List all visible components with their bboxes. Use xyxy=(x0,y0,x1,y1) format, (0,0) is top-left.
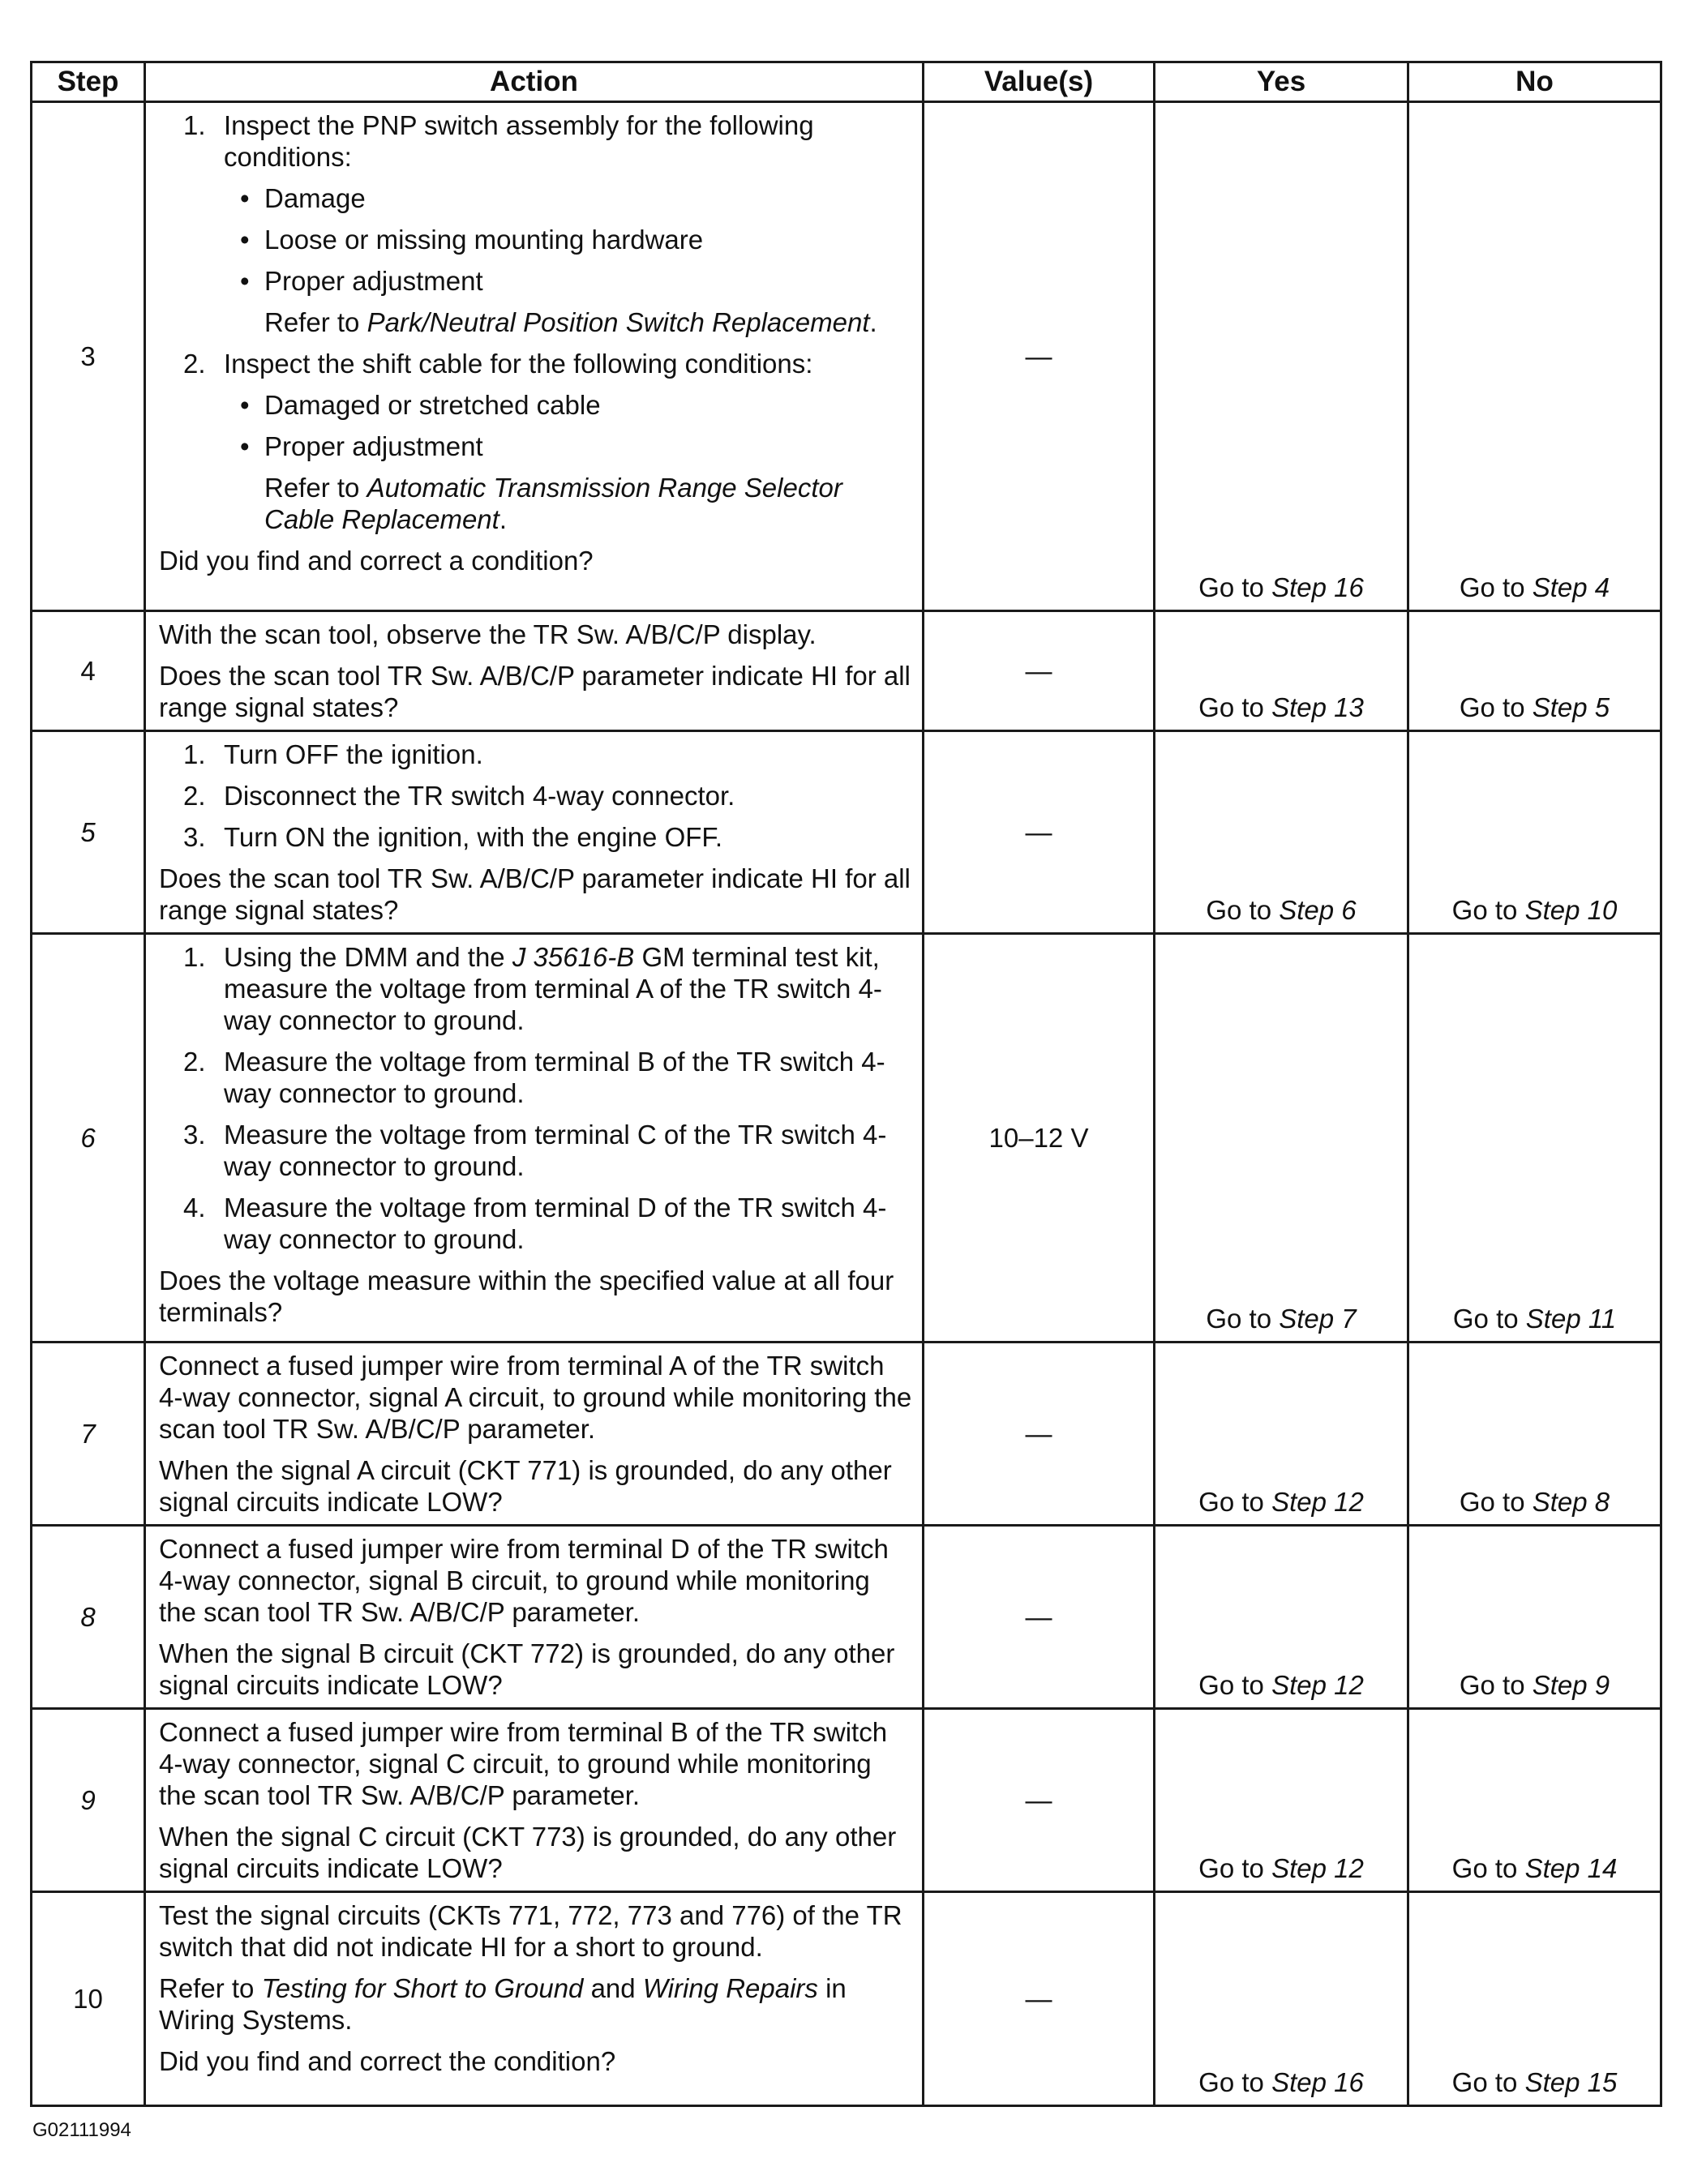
step-number: 10 xyxy=(32,1892,145,2106)
step-number: 3 xyxy=(32,102,145,611)
bullet-item: • Damage xyxy=(159,182,914,214)
action-cell xyxy=(145,102,924,611)
numbered-item: 2. Disconnect the TR switch 4-way connector. xyxy=(183,781,735,811)
table-row-step-4 xyxy=(32,611,1661,731)
no-cell: Go to Step 10 xyxy=(1408,731,1661,934)
reference-text: Refer to Park/Neutral Position Switch Replacement. xyxy=(264,307,877,337)
numbered-item: 1. Inspect the PNP switch assembly for the following conditions: xyxy=(183,110,814,172)
action-cell xyxy=(145,1526,924,1709)
table-row-step-10 xyxy=(32,1892,1661,2106)
action-cell xyxy=(145,1892,924,2106)
value-cell: — xyxy=(924,102,1155,611)
numbered-item: 2. Inspect the shift cable for the following conditions: xyxy=(183,349,813,379)
yes-cell: Go to Step 7 xyxy=(1155,934,1408,1343)
instruction-text: Connect a fused jumper wire from terminal A of the TR switch 4-way connector, signal A circuit, to ground while monitoring the scan tool TR Sw. A/B/C/P parameter. xyxy=(159,1351,912,1444)
value-cell: — xyxy=(924,731,1155,934)
tool-number: J 35616-B xyxy=(512,942,635,972)
step-number: 6 xyxy=(32,934,145,1343)
yes-cell: Go to Step 16 xyxy=(1155,1892,1408,2106)
no-cell: Go to Step 14 xyxy=(1408,1709,1661,1892)
diagnostic-table xyxy=(30,61,1662,2107)
action-cell xyxy=(145,1709,924,1892)
value-cell: — xyxy=(924,1526,1155,1709)
table-row-step-3 xyxy=(32,102,1661,611)
table-row-step-5 xyxy=(32,731,1661,934)
numbered-item: 3. Measure the voltage from terminal C of the TR switch 4-way connector to ground. xyxy=(183,1120,887,1181)
numbered-item: 1. Using the DMM and the J 35616-B GM terminal test kit, measure the voltage from terminal A of the TR switch 4-way connector to ground. xyxy=(183,942,882,1035)
question-text: Does the voltage measure within the specified value at all four terminals? xyxy=(159,1265,894,1327)
numbered-item: 4. Measure the voltage from terminal D of the TR switch 4-way connector to ground. xyxy=(183,1193,887,1254)
no-cell: Go to Step 15 xyxy=(1408,1892,1661,2106)
header-step: Step xyxy=(32,62,145,102)
step-number: 9 xyxy=(32,1709,145,1892)
no-cell: Go to Step 8 xyxy=(1408,1343,1661,1526)
question-text: Does the scan tool TR Sw. A/B/C/P parameter indicate HI for all range signal states? xyxy=(159,863,911,925)
instruction-text: Connect a fused jumper wire from terminal D of the TR switch 4-way connector, signal B circuit, to ground while monitoring the scan tool TR Sw. A/B/C/P parameter. xyxy=(159,1534,889,1627)
reference-link: Wiring Repairs xyxy=(642,1973,818,2003)
yes-cell: Go to Step 12 xyxy=(1155,1709,1408,1892)
reference-text: Refer to Automatic Transmission Range Selector Cable Replacement. xyxy=(264,473,842,534)
question-text: Does the scan tool TR Sw. A/B/C/P parameter indicate HI for all range signal states? xyxy=(159,661,911,722)
bullet-item: • Damaged or stretched cable xyxy=(159,389,914,421)
step-number: 5 xyxy=(32,731,145,934)
yes-cell: Go to Step 16 xyxy=(1155,102,1408,611)
table-row-step-8 xyxy=(32,1526,1661,1709)
question-text: Did you find and correct a condition? xyxy=(159,546,594,576)
table-row-step-7 xyxy=(32,1343,1661,1526)
question-text: When the signal A circuit (CKT 771) is grounded, do any other signal circuits indicate LOW? xyxy=(159,1455,892,1517)
reference-text: Refer to Testing for Short to Ground and Wiring Repairs in Wiring Systems. xyxy=(159,1973,847,2035)
value-cell: — xyxy=(924,1343,1155,1526)
yes-cell: Go to Step 12 xyxy=(1155,1526,1408,1709)
question-text: Did you find and correct the condition? xyxy=(159,2046,616,2076)
header-values: Value(s) xyxy=(924,62,1155,102)
action-cell xyxy=(145,934,924,1343)
numbered-item: 1. Turn OFF the ignition. xyxy=(183,739,483,769)
step-number: 7 xyxy=(32,1343,145,1526)
header-yes: Yes xyxy=(1155,62,1408,102)
header-action: Action xyxy=(145,62,924,102)
no-cell: Go to Step 9 xyxy=(1408,1526,1661,1709)
question-text: When the signal C circuit (CKT 773) is grounded, do any other signal circuits indicate LOW? xyxy=(159,1822,897,1883)
reference-link: Automatic Transmission Range Selector Cable Replacement xyxy=(264,473,842,534)
yes-cell: Go to Step 12 xyxy=(1155,1343,1408,1526)
table-row-step-6 xyxy=(32,934,1661,1343)
yes-cell: Go to Step 13 xyxy=(1155,611,1408,731)
action-cell xyxy=(145,731,924,934)
reference-link: Park/Neutral Position Switch Replacement xyxy=(367,307,870,337)
bullet-item: • Proper adjustment xyxy=(159,265,914,297)
value-cell: — xyxy=(924,611,1155,731)
instruction-text: Connect a fused jumper wire from terminal B of the TR switch 4-way connector, signal C circuit, to ground while monitoring the scan tool TR Sw. A/B/C/P parameter. xyxy=(159,1717,888,1810)
yes-cell: Go to Step 6 xyxy=(1155,731,1408,934)
reference-link: Testing for Short to Ground xyxy=(261,1973,584,2003)
bullet-item: • Loose or missing mounting hardware xyxy=(159,224,914,255)
no-cell: Go to Step 4 xyxy=(1408,102,1661,611)
header-row xyxy=(32,62,1661,102)
action-cell xyxy=(145,611,924,731)
header-no: No xyxy=(1408,62,1661,102)
value-cell: — xyxy=(924,1709,1155,1892)
value-cell: — xyxy=(924,1892,1155,2106)
question-text: When the signal B circuit (CKT 772) is grounded, do any other signal circuits indicate LOW? xyxy=(159,1638,895,1700)
bullet-item: • Proper adjustment xyxy=(159,430,914,462)
numbered-item: 2. Measure the voltage from terminal B of the TR switch 4-way connector to ground. xyxy=(183,1047,885,1108)
numbered-item: 3. Turn ON the ignition, with the engine OFF. xyxy=(183,822,723,852)
step-number: 8 xyxy=(32,1526,145,1709)
step-number: 4 xyxy=(32,611,145,731)
action-cell xyxy=(145,1343,924,1526)
instruction-text: Test the signal circuits (CKTs 771, 772, 773 and 776) of the TR switch that did not indicate HI for a short to ground. xyxy=(159,1900,902,1962)
value-cell: 10–12 V xyxy=(924,934,1155,1343)
figure-code: G02111994 xyxy=(32,2119,131,2141)
no-cell: Go to Step 5 xyxy=(1408,611,1661,731)
instruction-text: With the scan tool, observe the TR Sw. A/B/C/P display. xyxy=(159,619,817,649)
table-row-step-9 xyxy=(32,1709,1661,1892)
no-cell: Go to Step 11 xyxy=(1408,934,1661,1343)
